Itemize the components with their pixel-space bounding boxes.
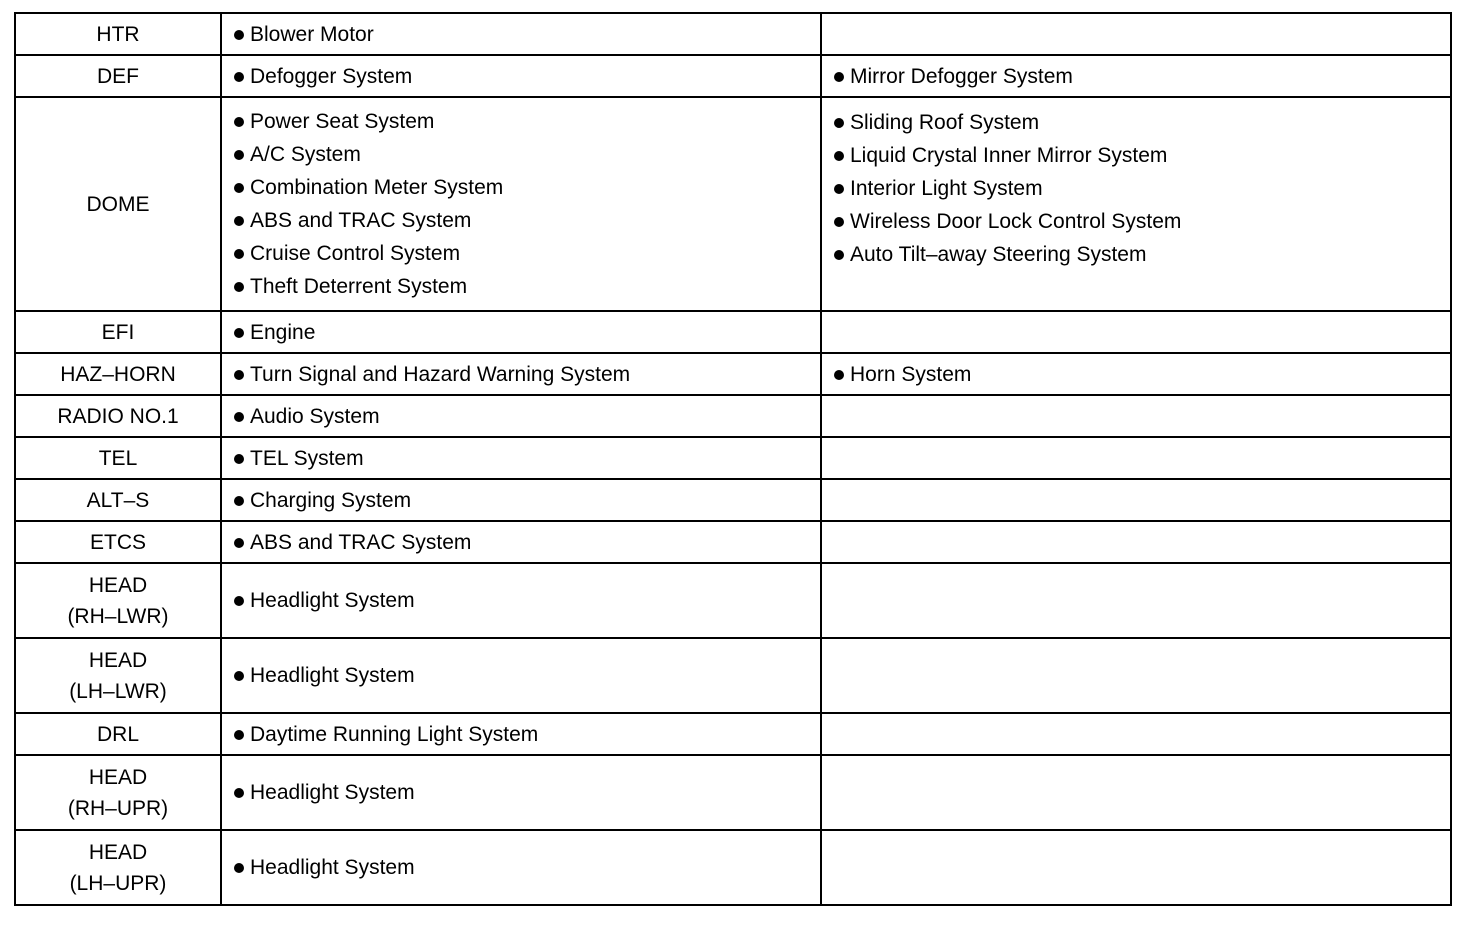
table-row: [15, 13, 1451, 55]
system-item: ABS and TRAC System: [232, 204, 820, 237]
table-row: [15, 563, 1451, 638]
system-item: Auto Tilt–away Steering System: [832, 238, 1450, 271]
system-list: [232, 776, 820, 809]
system-cell-primary: [221, 479, 821, 521]
system-cell-secondary: [821, 713, 1451, 755]
fuse-name-cell: [15, 55, 221, 97]
fuse-name-cell: [15, 311, 221, 353]
system-list: [232, 60, 820, 93]
system-list: [232, 526, 820, 559]
system-cell-primary: [221, 353, 821, 395]
system-cell-primary: [221, 97, 821, 311]
system-list: [232, 484, 820, 517]
system-list: [232, 18, 820, 51]
fuse-name: HEAD: [88, 765, 148, 789]
system-cell-primary: [221, 638, 821, 713]
fuse-name-cell: [15, 479, 221, 521]
system-item: Daytime Running Light System: [232, 718, 820, 751]
table-row: [15, 55, 1451, 97]
fuse-name-suffix: (LH–UPR): [69, 871, 167, 895]
fuse-name-cell: [15, 521, 221, 563]
system-item: Interior Light System: [832, 172, 1450, 205]
system-item: Power Seat System: [232, 105, 820, 138]
fuse-table-body: [15, 13, 1451, 905]
fuse-name: DOME: [86, 192, 150, 216]
system-cell-secondary: [821, 563, 1451, 638]
system-cell-primary: [221, 563, 821, 638]
system-cell-secondary: [821, 353, 1451, 395]
system-item: Charging System: [232, 484, 820, 517]
fuse-name: TEL: [98, 446, 138, 470]
system-item: Headlight System: [232, 851, 820, 884]
table-row: [15, 437, 1451, 479]
system-item: Cruise Control System: [232, 237, 820, 270]
system-list: [232, 442, 820, 475]
system-cell-secondary: [821, 755, 1451, 830]
fuse-name-cell: [15, 353, 221, 395]
system-list: [232, 358, 820, 391]
table-row: [15, 311, 1451, 353]
system-cell-primary: [221, 830, 821, 905]
system-item: ABS and TRAC System: [232, 526, 820, 559]
system-cell-secondary: [821, 97, 1451, 311]
fuse-name: DEF: [97, 64, 139, 88]
system-cell-primary: [221, 755, 821, 830]
system-item: A/C System: [232, 138, 820, 171]
fuse-name: ETCS: [89, 530, 146, 554]
fuse-system-table: [14, 12, 1452, 906]
system-cell-primary: [221, 55, 821, 97]
system-item: Theft Deterrent System: [232, 270, 820, 303]
fuse-name-cell: [15, 97, 221, 311]
fuse-name-cell: [15, 830, 221, 905]
table-row: [15, 713, 1451, 755]
system-list: [232, 659, 820, 692]
system-item: Sliding Roof System: [832, 106, 1450, 139]
fuse-name: HAZ–HORN: [60, 362, 176, 386]
system-item: Combination Meter System: [232, 171, 820, 204]
fuse-name-cell: [15, 638, 221, 713]
system-item: Defogger System: [232, 60, 820, 93]
table-row: [15, 395, 1451, 437]
fuse-name: EFI: [101, 320, 135, 344]
fuse-name-suffix: (LH–LWR): [69, 679, 167, 703]
fuse-name-cell: [15, 755, 221, 830]
system-cell-primary: [221, 713, 821, 755]
system-cell-secondary: [821, 830, 1451, 905]
system-list: [232, 105, 820, 303]
system-cell-primary: [221, 521, 821, 563]
system-list: [232, 851, 820, 884]
table-row: [15, 521, 1451, 563]
system-cell-secondary: [821, 521, 1451, 563]
table-row: [15, 830, 1451, 905]
system-item: Blower Motor: [232, 18, 820, 51]
system-cell-secondary: [821, 479, 1451, 521]
system-list: [832, 358, 1450, 391]
table-row: [15, 755, 1451, 830]
system-item: Turn Signal and Hazard Warning System: [232, 358, 820, 391]
system-cell-secondary: [821, 437, 1451, 479]
system-cell-primary: [221, 395, 821, 437]
system-cell-secondary: [821, 13, 1451, 55]
system-item: Headlight System: [232, 776, 820, 809]
system-list: [232, 584, 820, 617]
fuse-name: ALT–S: [86, 488, 150, 512]
fuse-name: HTR: [96, 22, 140, 46]
fuse-name: RADIO NO.1: [57, 404, 179, 428]
system-item: Headlight System: [232, 659, 820, 692]
system-cell-secondary: [821, 395, 1451, 437]
system-list: [832, 106, 1450, 271]
system-item: TEL System: [232, 442, 820, 475]
system-item: Wireless Door Lock Control System: [832, 205, 1450, 238]
table-row: [15, 638, 1451, 713]
system-item: Audio System: [232, 400, 820, 433]
system-cell-primary: [221, 13, 821, 55]
fuse-name: HEAD: [88, 648, 148, 672]
fuse-name: DRL: [96, 722, 139, 746]
fuse-name-cell: [15, 437, 221, 479]
system-item: Engine: [232, 316, 820, 349]
system-cell-secondary: [821, 55, 1451, 97]
fuse-name: HEAD: [88, 840, 148, 864]
system-list: [832, 60, 1450, 93]
fuse-name-cell: [15, 713, 221, 755]
table-row: [15, 479, 1451, 521]
system-cell-secondary: [821, 638, 1451, 713]
table-row: [15, 97, 1451, 311]
system-cell-primary: [221, 311, 821, 353]
system-item: Horn System: [832, 358, 1450, 391]
fuse-name-suffix: (RH–LWR): [67, 604, 169, 628]
system-item: Liquid Crystal Inner Mirror System: [832, 139, 1450, 172]
fuse-name-suffix: (RH–UPR): [67, 796, 169, 820]
table-row: [15, 353, 1451, 395]
system-cell-primary: [221, 437, 821, 479]
system-cell-secondary: [821, 311, 1451, 353]
system-item: Mirror Defogger System: [832, 60, 1450, 93]
system-item: Headlight System: [232, 584, 820, 617]
fuse-name-cell: [15, 13, 221, 55]
fuse-name: HEAD: [88, 573, 148, 597]
fuse-name-cell: [15, 563, 221, 638]
system-list: [232, 718, 820, 751]
system-list: [232, 400, 820, 433]
system-list: [232, 316, 820, 349]
fuse-name-cell: [15, 395, 221, 437]
